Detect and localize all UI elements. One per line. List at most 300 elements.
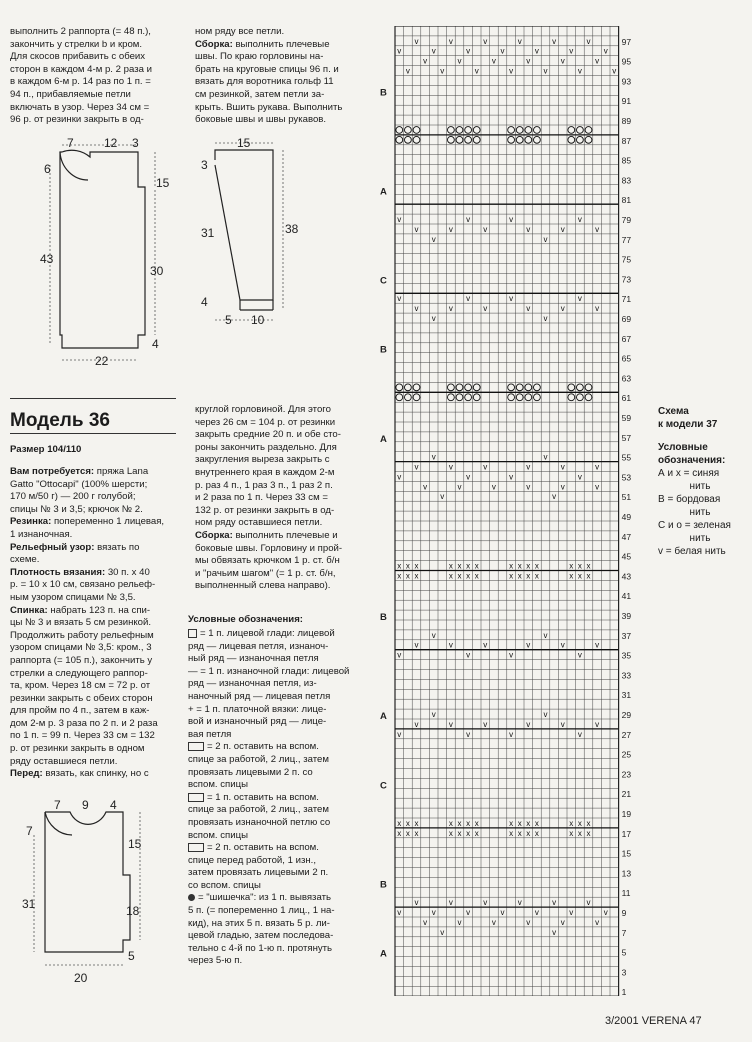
chart-x-mark: x [457,818,462,828]
text-line: ряду оставшиеся петли. [10,755,118,767]
d3-top-a: 7 [54,798,61,812]
chart-circle-mark [456,136,463,143]
chart-v-mark: v [509,215,514,224]
d2-left-a: 3 [201,158,208,172]
text-line: 1 изнаночная. [10,528,73,540]
chart-x-mark: x [509,828,514,838]
chart-v-mark: v [569,908,574,917]
text-line: включать в узор. Через 34 см = [10,101,150,113]
text-line: брать на круговые спицы 96 п. и [195,63,339,75]
chart-v-mark: v [448,719,453,729]
text-line: боковые швы и швы рукавов. [195,114,327,126]
chart-v-mark: v [457,56,462,66]
chart-v-mark: v [509,472,514,482]
chart-circle-mark [508,384,515,391]
d3-bottom: 20 [74,971,88,985]
text-line: Спинка: набрать 123 п. на спи- [10,604,151,616]
d3-right-a: 15 [128,837,142,851]
chart-v-mark: v [474,66,479,76]
chart-v-mark: v [569,46,574,56]
text-line: узором спицами № 3,5: кром., 3 [10,642,152,654]
d1-left-b: 43 [40,252,54,266]
chart-v-mark: v [560,719,565,729]
chart-section-label: B [380,879,387,891]
chart-v-mark: v [595,304,600,314]
chart-circle-mark [405,394,412,401]
chart-v-mark: v [457,482,462,492]
chart-v-mark: v [448,640,453,650]
chart-v-mark: v [526,482,531,492]
chart-v-mark: v [526,224,531,234]
legend-line: = "шишечка": из 1 п. вывязать [188,892,373,905]
chart-v-mark: v [595,640,600,650]
text-line: см резинкой, затем петли за- [195,88,325,100]
chart-title-1: Схема [658,406,689,417]
text-line: Сборка: выполнить плечевые и [195,529,338,541]
bobble-symbol-icon [188,894,195,901]
chart-v-mark: v [603,908,608,917]
legend-line: — = 1 п. изнаночной глади: лицевой [188,665,350,677]
chart-x-mark: x [517,818,522,828]
chart-v-mark: v [440,927,445,937]
legend-line: спице за работой, 2 лиц., затем [188,804,329,816]
chart-circle-mark [473,384,480,391]
chart-x-mark: x [457,571,462,581]
chart-v-mark: v [526,462,531,472]
chart-v-mark: v [526,304,531,314]
chart-v-mark: v [560,224,565,234]
text-line: 170 м/50 г) — 200 г голубой; [10,491,136,503]
chart-row-number: 65 [621,353,632,364]
knitting-chart [375,26,650,996]
chart-v-mark: v [414,462,419,472]
chart-v-mark: v [595,56,600,66]
d2-top: 15 [237,136,251,150]
chart-row-number: 73 [621,274,632,285]
legend-list [188,628,373,968]
chart-v-mark: v [431,630,436,640]
chart-v-mark: v [448,36,453,46]
chart-x-mark: x [448,818,453,828]
chart-circle-mark [465,384,472,391]
chart-v-mark: v [483,462,488,472]
text-line: р. = 10 х 10 см, связано рельеф- [10,579,156,591]
chart-v-mark: v [466,650,471,660]
chart-row-number: 27 [621,729,632,740]
chart-v-mark: v [595,224,600,234]
chart-section-label: B [380,87,387,99]
text-line: роны закончить раздельно. Для [195,441,337,453]
chart-v-mark: v [543,710,548,719]
model-size: Размер 104/110 [10,444,82,455]
text-line: спицы № 3 и 3,5; крючок № 2. [10,503,143,515]
chart-row-number: 89 [621,116,632,126]
text-line: боковые швы. Горловину и прой- [195,542,343,554]
chart-v-mark: v [534,908,539,917]
chart-legend-6: нить [689,533,711,544]
d1-top-b: 12 [104,136,118,150]
chart-v-mark: v [577,650,582,660]
chart-circle-mark [508,127,515,134]
chart-legend [658,405,742,558]
chart-circle-mark [585,136,592,143]
chart-row-number: 57 [621,432,632,443]
chart-circle-mark [516,136,523,143]
chart-circle-mark [568,136,575,143]
text-line: мы обвязать крючком 1 р. ст. б/н [195,555,340,567]
d1-bottom: 22 [95,354,109,368]
chart-legend-4: нить [689,507,711,518]
text-line: и "рачьим шагом" (= 1 р. ст. б/н, [195,567,336,579]
text-line: круглой горловиной. Для этого [195,404,331,415]
chart-v-mark: v [414,719,419,729]
chart-legend-3: В = бордовая [658,494,721,505]
chart-v-mark: v [414,304,419,314]
legend-line: спице перед работой, 1 изн., [188,854,316,866]
chart-v-mark: v [466,472,471,482]
chart-v-mark: v [483,304,488,314]
chart-row-number: 77 [621,234,632,245]
chart-v-mark: v [595,462,600,472]
chart-row-number: 79 [621,215,632,225]
legend-line: = 1 п. лицевой глади: лицевой [188,628,373,641]
legend-line: ряд — лицевая петля, изнаноч- [188,640,329,652]
chart-circle-mark [456,384,463,391]
chart-row-number: 67 [621,333,632,344]
chart-row-number: 17 [621,828,632,839]
chart-row-number: 59 [621,413,632,423]
text-line: дом 2-м р. 3 раза по 2 п. и 2 раза [10,717,158,729]
chart-v-mark: v [577,472,582,482]
chart-circle-mark [525,394,532,401]
text-line: для пройм по 4 п., затем в каж- [10,705,150,717]
chart-row-number: 53 [621,472,632,483]
text-line: вязать для воротника гольф 11 [195,76,334,88]
chart-x-mark: x [517,571,522,581]
chart-x-mark: x [466,828,471,838]
chart-v-mark: v [483,36,488,46]
d3-left-b: 31 [22,897,36,911]
d1-right-b: 30 [150,264,164,278]
chart-row-number: 13 [621,868,632,879]
chart-x-mark: x [414,818,419,828]
text-line: по 1 п. = 99 п. Через 33 см = 132 [10,730,155,742]
chart-v-mark: v [543,66,548,76]
text-line: стрелки a следующего раппор- [10,667,148,679]
chart-v-mark: v [448,224,453,234]
text-line: Рельефный узор: вязать по [10,541,140,553]
text-line: внутреннего края в каждом 2-м [195,466,335,478]
chart-x-mark: x [397,561,402,571]
chart-v-mark: v [560,462,565,472]
chart-row-number: 61 [621,393,632,404]
d1-right-a: 15 [156,176,170,190]
chart-circle-mark [508,394,515,401]
chart-row-number: 43 [621,571,632,582]
d3-left-a: 7 [26,824,33,838]
chart-circle-mark [405,384,412,391]
chart-row-number: 31 [621,690,632,701]
chart-legend-title-2: обозначения: [658,455,726,466]
chart-x-mark: x [474,571,479,581]
chart-row-number: 11 [621,888,631,899]
chart-v-mark: v [448,898,453,908]
chart-circle-mark [405,136,412,143]
chart-v-mark: v [440,492,445,502]
chart-section-label: B [380,344,387,356]
chart-x-mark: x [577,818,582,828]
text-line: и 2 раза по 1 п. Через 33 см = [195,492,328,504]
chart-v-mark: v [414,36,419,46]
chart-x-mark: x [466,571,471,581]
chart-row-number: 69 [621,314,632,324]
page-footer: 3/2001 VERENA 47 [605,1015,702,1027]
chart-x-mark: x [466,818,471,828]
d3-right-b: 18 [126,904,140,918]
chart-v-mark: v [431,234,436,244]
chart-x-mark: x [448,561,453,571]
chart-v-mark: v [560,56,565,66]
chart-x-mark: x [586,828,591,838]
text-line: раппорта (= 105 п.), закончить у [10,654,153,666]
chart-circle-mark [585,384,592,391]
chart-x-mark: x [414,828,419,838]
legend-line: наночный ряд — лицевая петля [188,690,331,702]
chart-v-mark: v [491,482,496,492]
stitch-symbol-icon [188,629,197,638]
chart-section-label: A [380,433,387,445]
legend-line: вая петля [188,728,232,740]
legend-line: цевой гладью, затем последова- [188,930,334,942]
d1-top-a: 7 [67,136,74,150]
chart-x-mark: x [534,571,539,581]
text-line: Для скосов прибавить с обеих [10,51,146,63]
chart-row-number: 23 [621,769,632,780]
chart-v-mark: v [586,36,591,46]
chart-x-mark: x [534,561,539,571]
d2-bottom-a: 5 [225,313,232,327]
chart-circle-mark [448,136,455,143]
chart-circle-mark [568,384,575,391]
chart-row-number: 1 [621,987,627,996]
chart-v-mark: v [500,46,505,56]
legend-line: через 5-ю п. [188,955,243,967]
chart-row-number: 37 [621,630,632,641]
chart-v-mark: v [483,640,488,650]
col1-top-text [10,26,180,127]
chart-circle-mark [568,394,575,401]
chart-x-mark: x [448,828,453,838]
chart-circle-mark [448,127,455,134]
chart-row-number: 97 [621,36,632,47]
chart-v-mark: v [466,46,471,56]
d3-top-b: 9 [82,798,89,812]
text-line: закругления выреза закрыть с [195,454,330,466]
divider [10,398,176,399]
chart-section-label: B [380,612,387,623]
chart-circle-mark [405,127,412,134]
chart-circle-mark [456,127,463,134]
chart-x-mark: x [474,561,479,571]
text-line: выполненный слева направо). [195,580,331,592]
chart-v-mark: v [509,729,514,739]
chart-x-mark: x [577,828,582,838]
chart-circle-mark [448,394,455,401]
d2-left-c: 4 [201,295,208,309]
chart-circle-mark [585,394,592,401]
chart-v-mark: v [552,492,557,502]
chart-v-mark: v [457,917,462,927]
chart-row-number: 25 [621,749,632,760]
chart-x-mark: x [509,571,514,581]
chart-v-mark: v [509,66,514,76]
text-line: Gatto "Ottocapi" (100% шерсти; [10,478,148,490]
legend-line: = 2 п. оставить на вспом. [188,741,373,754]
legend-line: + = 1 п. платочной вязки: лице- [188,703,327,715]
chart-circle-mark [577,127,584,134]
chart-x-mark: x [509,561,514,571]
chart-x-mark: x [397,571,402,581]
text-line: схеме. [10,554,40,566]
chart-row-number: 71 [621,294,632,305]
stitch-symbol-icon [188,843,204,852]
chart-v-mark: v [397,650,402,660]
text-line: ном ряду оставшиеся петли. [195,517,323,529]
chart-circle-mark [396,127,403,134]
chart-row-number: 3 [621,967,627,978]
chart-v-mark: v [483,898,488,908]
chart-v-mark: v [491,917,496,927]
d1-top-c: 3 [132,136,139,150]
legend-line: со вспом. спицы [188,879,261,891]
chart-v-mark: v [543,314,548,323]
chart-x-mark: x [397,818,402,828]
text-line: Резинка: попеременно 1 лицевая, [10,516,165,528]
divider [10,433,176,434]
stitch-symbol-icon [188,742,204,751]
chart-v-mark: v [595,482,600,492]
text-line: выполнить 2 раппорта (= 48 п.), [10,26,151,37]
chart-circle-mark [396,136,403,143]
chart-x-mark: x [405,818,410,828]
legend-line: затем провязать лицевыми 2 п. [188,867,329,879]
chart-circle-mark [516,394,523,401]
chart-row-number: 51 [621,492,632,503]
chart-circle-mark [568,127,575,134]
chart-row-number: 95 [621,56,632,67]
chart-x-mark: x [526,828,531,838]
chart-v-mark: v [431,314,436,323]
chart-circle-mark [465,127,472,134]
text-line: закончить у стрелки b и кром. [10,38,143,50]
text-line: в каждом 6-м р. 14 раз по 1 п. = [10,76,151,88]
legend-line: 5 п. (= попеременно 1 лиц., 1 на- [188,905,335,917]
chart-title-2: к модели 37 [658,419,718,430]
text-line: Вам потребуется: пряжа Lana [10,466,149,477]
chart-v-mark: v [509,650,514,660]
chart-x-mark: x [466,561,471,571]
chart-x-mark: x [569,818,574,828]
chart-v-mark: v [423,56,428,66]
chart-v-mark: v [397,908,402,917]
chart-row-number: 29 [621,710,632,720]
text-line: через 26 см = 104 р. от резинки [195,416,336,428]
text-line: Перед: вязать, как спинку, но с [10,768,149,780]
text-line: 96 р. от резинки закрыть в од- [10,114,144,126]
chart-row-number: 81 [621,195,632,206]
text-line: р. от резинки закрыть в одном [10,743,145,755]
chart-v-mark: v [509,294,514,304]
chart-v-mark: v [414,224,419,234]
chart-v-mark: v [526,640,531,650]
chart-v-mark: v [431,710,436,719]
chart-v-mark: v [500,908,505,917]
chart-x-mark: x [586,571,591,581]
col1-main-text [10,466,180,781]
chart-circle-mark [525,127,532,134]
text-line: Продолжить работу рельефным [10,629,154,641]
chart-v-mark: v [543,630,548,640]
chart-circle-mark [448,384,455,391]
chart-v-mark: v [577,215,582,224]
chart-v-mark: v [466,294,471,304]
chart-v-mark: v [586,898,591,908]
chart-v-mark: v [397,294,402,304]
chart-x-mark: x [448,571,453,581]
col2-top-text [195,26,365,127]
chart-x-mark: x [509,818,514,828]
chart-v-mark: v [414,640,419,650]
chart-x-mark: x [577,561,582,571]
chart-v-mark: v [431,908,436,917]
chart-v-mark: v [466,908,471,917]
chart-v-mark: v [431,452,436,462]
chart-row-number: 85 [621,155,632,166]
chart-section-label: C [380,780,387,792]
chart-v-mark: v [423,482,428,492]
chart-x-mark: x [405,561,410,571]
chart-section-label: A [380,186,387,198]
chart-circle-mark [525,384,532,391]
chart-v-mark: v [397,215,402,224]
chart-circle-mark [456,394,463,401]
chart-row-number: 55 [621,452,632,463]
chart-v-mark: v [423,917,428,927]
model-title: Модель 36 [10,410,110,431]
legend-line: провязать лицевыми 2 п. со [188,766,313,778]
chart-circle-mark [577,394,584,401]
chart-v-mark: v [431,46,436,56]
chart-v-mark: v [448,462,453,472]
chart-circle-mark [396,384,403,391]
d3-right-c: 5 [128,949,135,963]
chart-row-number: 49 [621,512,632,522]
chart-v-mark: v [397,472,402,482]
chart-circle-mark [534,384,541,391]
text-line: ным узором спицами № 3,5. [10,591,136,603]
chart-x-mark: x [517,828,522,838]
chart-circle-mark [534,136,541,143]
chart-v-mark: v [526,719,531,729]
chart-v-mark: v [560,917,565,927]
chart-row-number: 33 [621,670,632,681]
legend-line: ный ряд — изнаночная петля [188,653,319,665]
chart-v-mark: v [397,46,402,56]
chart-v-mark: v [466,729,471,739]
chart-v-mark: v [603,46,608,56]
legend-line: вспом. спицы [188,779,248,791]
chart-v-mark: v [526,917,531,927]
